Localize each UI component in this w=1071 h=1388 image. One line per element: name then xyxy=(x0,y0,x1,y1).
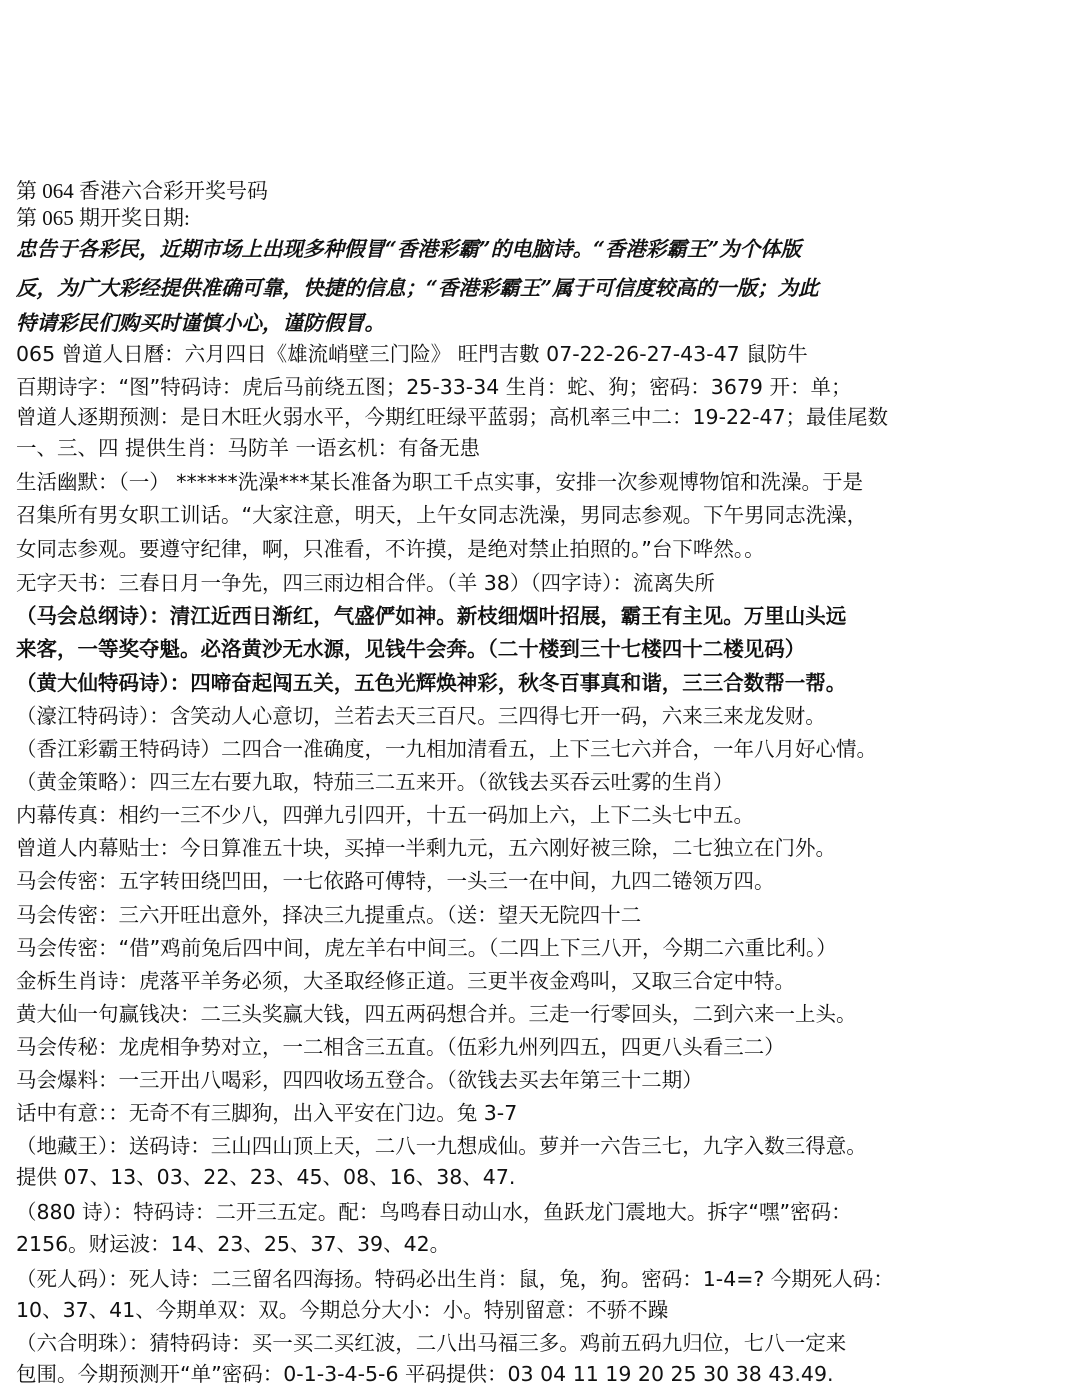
text-line: 生活幽默：（一） ******洗澡***某长准备为职工千点实事，安排一次参观博物馆和洗澡。于是 xyxy=(16,470,864,494)
text-line: （死人码）：死人诗：二三留名四海扬。特码必出生肖：鼠，兔，狗。密码：1-4=? 今期死人码： xyxy=(16,1267,894,1291)
text-line: 曾道人逐期预测：是日木旺火弱水平，今期红旺绿平蓝弱；高机率三中二：19-22-47；最佳尾数 xyxy=(16,405,889,429)
text-line: 马会传密：五字转田绕凹田，一七依路可傅特，一头三一在中间，九四二锩领万四。 xyxy=(16,869,775,893)
text-line: （香江彩霸王特码诗）二四合一准确度，一九相加清看五，上下三七六并合，一年八月好心情。 xyxy=(16,737,877,761)
warning-line-2: 反，为广大彩经提供准确可靠，快捷的信息；“香港彩霸王”属于可信度较高的一版；为此 xyxy=(16,276,819,300)
text-line: 无字天书：三春日月一争先，四三雨边相合伴。（羊 38）（四字诗）：流离失所 xyxy=(16,571,715,595)
text-line: 一、三、四 提供生肖：马防羊 一语玄机：有备无患 xyxy=(16,436,481,460)
text-line: 来客，一等奖夺魁。必洛黄沙无水源，见钱牛会奔。（二十楼到三十七楼四十二楼见码） xyxy=(16,637,806,661)
text-line: 百期诗字：“图”特码诗：虎后马前绕五图；25-33-34 生肖：蛇、狗；密码：3679 开：单； xyxy=(16,375,852,399)
warning-line-3: 特请彩民们购买时谨慎小心，谨防假冒。 xyxy=(16,311,385,335)
draw-date-line: 第 065 期开奖日期: xyxy=(16,206,190,230)
text-line: 金柝生肖诗：虎落平羊务必须，大圣取经修正道。三更半夜金鸡叫，又取三合定中特。 xyxy=(16,969,795,993)
issue-title: 第 064 香港六合彩开奖号码 xyxy=(16,179,268,203)
text-line: 内幕传真：相约一三不少八，四弹九引四开，十五一码加上六，上下二头七中五。 xyxy=(16,803,754,827)
text-line: 女同志参观。要遵守纪律，啊，只准看，不许摸，是绝对禁止拍照的。”台下哗然。。 xyxy=(16,537,765,561)
text-line: 黄大仙一句赢钱决：二三头奖赢大钱，四五两码想合并。三走一行零回头，二到六来一上头。 xyxy=(16,1002,857,1026)
text-line: （地藏王）：送码诗：三山四山顶上天，二八一九想成仙。萝并一六告三七，九字入数三得意。 xyxy=(16,1134,867,1158)
text-line: 提供 07、13、03、22、23、45、08、16、38、47. xyxy=(16,1165,516,1189)
text-line: （黄金策略）：四三左右要九取，特茄三二五来开。（欲钱去买吞云吐雾的生肖） xyxy=(16,770,734,794)
text-line: 包围。今期预测开“单”密码：0-1-3-4-5-6 平码提供：03 04 11 19 20 25 30 38 43.49. xyxy=(16,1362,834,1386)
text-line: （黄大仙特码诗）：四啼奋起闯五关，五色光辉焕神彩，秋冬百事真和谐，三三合数帮一帮。 xyxy=(16,671,847,695)
calendar-line: 065 曾道人日曆：六月四日《雄流峭壁三门险》 旺門吉數 07-22-26-27-43-47 鼠防牛 xyxy=(16,342,808,366)
text-line: 10、37、41、今期单双：双。今期总分大小：小。特别留意：不骄不躁 xyxy=(16,1298,669,1322)
text-line: （马会总纲诗）：清江近西日渐红，气盛俨如神。新枝细烟叶招展，霸王有主见。万里山头远 xyxy=(16,604,847,628)
text-line: （880 诗）：特码诗：二开三五定。配：鸟鸣春日动山水，鱼跃龙门震地大。拆字“嘿”密码： xyxy=(16,1200,852,1224)
text-line: 马会爆料：一三开出八喝彩，四四收场五登合。（欲钱去买去年第三十二期） xyxy=(16,1068,703,1092)
text-line: 马会传秘：龙虎相争势对立，一二相含三五直。（伍彩九州列四五，四更八头看三二） xyxy=(16,1035,785,1059)
text-line: 话中有意：：无奇不有三脚狗，出入平安在门边。兔 3-7 xyxy=(16,1101,518,1125)
text-line: （六合明珠）：猜特码诗：买一买二买红波，二八出马福三多。鸡前五码九归位，七八一定来 xyxy=(16,1331,847,1355)
text-line: 2156。财运波：14、23、25、37、39、42。 xyxy=(16,1232,451,1256)
text-line: 马会传密：“借”鸡前兔后四中间，虎左羊右中间三。（二四上下三八开，今期二六重比利。） xyxy=(16,936,837,960)
text-line: 曾道人内幕贴士：今日算准五十块，买掉一半剩九元，五六刚好被三除，二七独立在门外。 xyxy=(16,836,836,860)
text-line: 召集所有男女职工训话。“大家注意，明天，上午女同志洗澡，男同志参观。下午男同志洗澡， xyxy=(16,503,868,527)
text-line: （濠江特码诗）：含笑动人心意切，兰若去天三百尺。三四得七开一码，六来三来龙发财。 xyxy=(16,704,826,728)
text-line: 马会传密：三六开旺出意外，择决三九提重点。（送：望天无院四十二 xyxy=(16,903,642,927)
warning-line-1: 忠告于各彩民，近期市场上出现多种假冒“香港彩霸”的电脑诗。“香港彩霸王”为个体版 xyxy=(16,237,802,261)
